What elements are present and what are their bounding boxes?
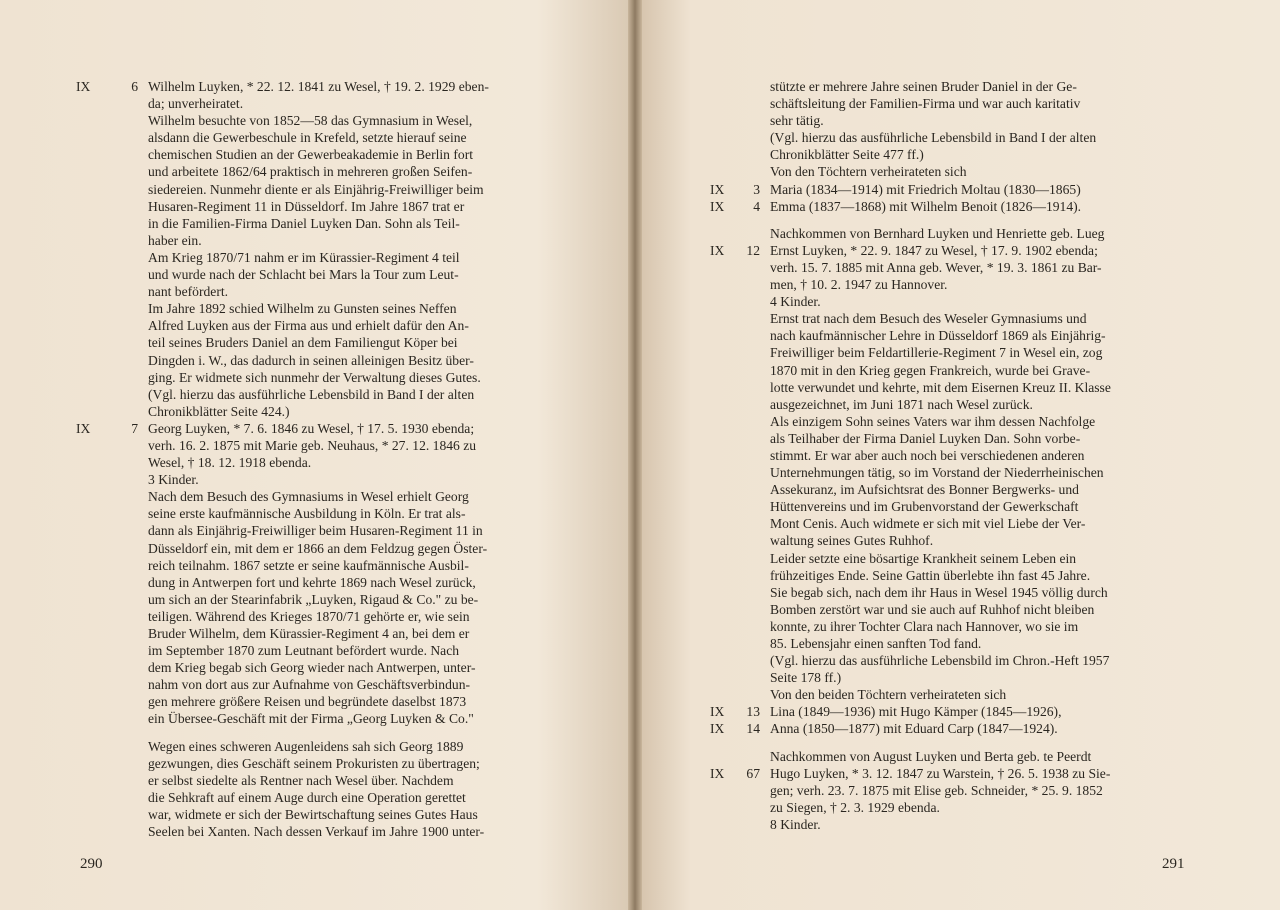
text-line: Freiwilliger beim Feldartillerie-Regiment 7 in Wesel ein, zog bbox=[770, 345, 1103, 361]
right-page-text bbox=[710, 78, 1190, 833]
text-line: dann als Einjährig-Freiwilliger beim Husaren-Regiment 11 in bbox=[148, 523, 483, 539]
text-line: Mont Cenis. Auch widmete er sich mit viel Liebe der Ver- bbox=[770, 516, 1086, 532]
generation-label: IX bbox=[710, 242, 725, 258]
text-line: teil seines Bruders Daniel an dem Familiengut Köper bei bbox=[148, 335, 458, 351]
text-line: ein Übersee-Geschäft mit der Firma „Georg Luyken & Co." bbox=[148, 711, 474, 727]
entry-number: 14 bbox=[746, 721, 760, 737]
text-line: Leider setzte eine bösartige Krankheit seinem Leben ein bbox=[770, 550, 1077, 566]
text-line: nant befördert. bbox=[148, 284, 229, 300]
text-line: gen; verh. 23. 7. 1875 mit Elise geb. Schneider, * 25. 9. 1852 bbox=[770, 782, 1103, 798]
text-line: 1870 mit in den Krieg gegen Frankreich, wurde bei Grave- bbox=[770, 362, 1091, 378]
text-line: Nach dem Besuch des Gymnasiums in Wesel erhielt Georg bbox=[148, 489, 469, 505]
text-line: er selbst siedelte als Rentner nach Wesel über. Nachdem bbox=[148, 772, 454, 788]
text-line: nahm von dort aus zur Aufnahme von Geschäftsverbindun- bbox=[148, 677, 471, 693]
text-line: waltung seines Gutes Ruhhof. bbox=[770, 533, 934, 549]
text-line: (Vgl. hierzu das ausführliche Lebensbild in Band I der alten bbox=[770, 130, 1097, 146]
text-line: (Vgl. hierzu das ausführliche Lebensbild im Chron.-Heft 1957 bbox=[770, 653, 1110, 669]
generation-label: IX bbox=[710, 721, 725, 737]
text-line: (Vgl. hierzu das ausführliche Lebensbild in Band I der alten bbox=[148, 386, 475, 402]
text-line: schäftsleitung der Familien-Firma und war auch karitativ bbox=[770, 96, 1081, 112]
text-line: siedereien. Nunmehr diente er als Einjährig-Freiwilliger beim bbox=[148, 181, 484, 197]
text-line: stützte er mehrere Jahre seinen Bruder Daniel in der Ge- bbox=[770, 79, 1077, 94]
genealogy-entry bbox=[76, 420, 558, 437]
text-line: Chronikblätter Seite 424.) bbox=[148, 403, 290, 419]
text-line: chemischen Studien an der Gewerbeakademie in Berlin fort bbox=[148, 147, 473, 163]
text-line: haber ein. bbox=[148, 232, 202, 248]
entry-text: Maria (1834—1914) mit Friedrich Moltau (1830—1865) bbox=[770, 181, 1081, 197]
text-line: verh. 16. 2. 1875 mit Marie geb. Neuhaus, * 27. 12. 1846 zu bbox=[148, 437, 477, 453]
text-line: die Sehkraft auf einem Auge durch eine Operation gerettet bbox=[148, 789, 466, 805]
entry-first-line: Wilhelm Luyken, * 22. 12. 1841 zu Wesel, † 19. 2. 1929 eben- bbox=[148, 79, 489, 94]
text-line: Am Krieg 1870/71 nahm er im Kürassier-Regiment 4 teil bbox=[148, 249, 460, 265]
text-line: Husaren-Regiment 11 in Düsseldorf. Im Jahre 1867 trat er bbox=[148, 198, 465, 214]
text-line: 8 Kinder. bbox=[770, 816, 821, 832]
text-line: Wegen eines schweren Augenleidens sah sich Georg 1889 bbox=[148, 738, 464, 754]
text-line: zu Siegen, † 2. 3. 1929 ebenda. bbox=[770, 799, 940, 815]
entry-text: Anna (1850—1877) mit Eduard Carp (1847—1924). bbox=[770, 721, 1058, 737]
text-line: Von den Töchtern verheirateten sich bbox=[770, 164, 967, 180]
entry-text: Emma (1837—1868) mit Wilhelm Benoit (1826—1914). bbox=[770, 198, 1082, 214]
text-line: um sich an der Stearinfabrik „Luyken, Rigaud & Co." zu be- bbox=[148, 591, 479, 607]
text-line: Im Jahre 1892 schied Wilhelm zu Gunsten seines Neffen bbox=[148, 301, 457, 317]
text-line: ausgezeichnet, im Juni 1871 nach Wesel zurück. bbox=[770, 396, 1033, 412]
daughter-entry bbox=[710, 181, 1190, 198]
text-line: men, † 10. 2. 1947 zu Hannover. bbox=[770, 277, 948, 293]
text-line: Bomben zerstört war und sie auch auf Ruhhof nicht bleiben bbox=[770, 601, 1095, 617]
text-line: verh. 15. 7. 1885 mit Anna geb. Wever, * 19. 3. 1861 zu Bar- bbox=[770, 259, 1102, 275]
paragraph-gap bbox=[76, 728, 558, 738]
text-line: Seite 178 ff.) bbox=[770, 670, 842, 686]
generation-label: IX bbox=[710, 181, 725, 197]
entry-text: Lina (1849—1936) mit Hugo Kämper (1845—1926), bbox=[770, 704, 1062, 720]
genealogy-entry bbox=[710, 765, 1190, 782]
text-line: alsdann die Gewerbeschule in Krefeld, setzte hierauf seine bbox=[148, 130, 467, 146]
entry-number: 7 bbox=[131, 420, 138, 436]
text-line: da; unverheiratet. bbox=[148, 96, 244, 112]
text-line: in die Familien-Firma Daniel Luyken Dan. Sohn als Teil- bbox=[148, 215, 460, 231]
text-line: Von den beiden Töchtern verheirateten sich bbox=[770, 687, 1007, 703]
text-line: Wesel, † 18. 12. 1918 ebenda. bbox=[148, 455, 312, 471]
text-line: 4 Kinder. bbox=[770, 294, 821, 310]
entry-number: 13 bbox=[746, 704, 760, 720]
genealogy-entry bbox=[76, 78, 558, 95]
text-line: lotte verwundet und kehrte, mit dem Eisernen Kreuz II. Klasse bbox=[770, 379, 1111, 395]
text-line: Alfred Luyken aus der Firma aus und erhielt dafür den An- bbox=[148, 318, 469, 334]
text-line: Bruder Wilhelm, dem Kürassier-Regiment 4 an, bei dem er bbox=[148, 626, 470, 641]
text-line: dung in Antwerpen fort und kehrte 1869 nach Wesel zurück, bbox=[148, 574, 476, 590]
entry-number: 3 bbox=[753, 181, 760, 197]
entry-number: 12 bbox=[746, 242, 760, 258]
text-line: 85. Lebensjahr einen sanften Tod fand. bbox=[770, 636, 982, 651]
text-line: Assekuranz, im Aufsichtsrat des Bonner Bergwerks- und bbox=[770, 482, 1079, 498]
text-line: Als einzigem Sohn seines Vaters war ihm dessen Nachfolge bbox=[770, 413, 1096, 429]
daughter-entry bbox=[710, 703, 1190, 720]
generation-label: IX bbox=[76, 420, 91, 436]
entry-first-line: Hugo Luyken, * 3. 12. 1847 zu Warstein, † 26. 5. 1938 zu Sie- bbox=[770, 765, 1111, 781]
text-line: reich teilnahm. 1867 setzte er seine kaufmännische Ausbil- bbox=[148, 557, 469, 573]
paragraph-gap bbox=[710, 215, 1190, 225]
text-line: frühzeitiges Ende. Seine Gattin überlebte ihn fast 45 Jahre. bbox=[770, 567, 1091, 583]
paragraph-gap bbox=[710, 738, 1190, 748]
text-line: Seelen bei Xanten. Nach dessen Verkauf im Jahre 1900 unter- bbox=[148, 824, 485, 840]
text-line: sehr tätig. bbox=[770, 113, 824, 129]
text-line: und wurde nach der Schlacht bei Mars la Tour zum Leut- bbox=[148, 267, 459, 283]
left-page-number: 290 bbox=[80, 856, 103, 872]
left-page-text bbox=[76, 78, 558, 840]
text-line: im September 1870 zum Leutnant befördert wurde. Nach bbox=[148, 643, 460, 659]
generation-label: IX bbox=[710, 765, 725, 781]
text-line: konnte, zu ihrer Tochter Clara nach Hannover, wo sie im bbox=[770, 618, 1079, 634]
text-line: nach kaufmännischer Lehre in Düsseldorf 1869 als Einjährig- bbox=[770, 328, 1106, 344]
text-line: stimmt. Er war aber auch noch bei verschiedenen anderen bbox=[770, 447, 1085, 463]
entry-number: 67 bbox=[746, 765, 760, 781]
text-line: ging. Er widmete sich nunmehr der Verwaltung dieses Gutes. bbox=[148, 369, 481, 385]
book-gutter bbox=[628, 0, 642, 910]
section-heading: Nachkommen von August Luyken und Berta geb. te Peerdt bbox=[770, 748, 1092, 764]
text-line: als Teilhaber der Firma Daniel Luyken Dan. Sohn vorbe- bbox=[770, 430, 1081, 446]
text-line: gen mehrere größere Reisen und begründete daselbst 1873 bbox=[148, 694, 467, 710]
text-line: dem Krieg begab sich Georg wieder nach Antwerpen, unter- bbox=[148, 660, 476, 676]
text-line: Ernst trat nach dem Besuch des Weseler Gymnasiums und bbox=[770, 311, 1087, 327]
text-line: war, widmete er sich der Bewirtschaftung seines Gutes Haus bbox=[148, 806, 478, 822]
text-line: Sie begab sich, nach dem ihr Haus in Wesel 1945 völlig durch bbox=[770, 584, 1108, 600]
text-line: Dingden i. W., das dadurch in seinen alleinigen Besitz über- bbox=[148, 352, 474, 368]
entry-number: 4 bbox=[753, 198, 760, 214]
genealogy-entry bbox=[710, 242, 1190, 259]
entry-number: 6 bbox=[131, 79, 138, 94]
text-line: Unternehmungen tätig, so im Vorstand der Niederrheinischen bbox=[770, 465, 1104, 481]
text-line: Chronikblätter Seite 477 ff.) bbox=[770, 147, 924, 163]
text-line: Hüttenvereins und im Grubenvorstand der Gewerkschaft bbox=[770, 499, 1079, 515]
right-page-number: 291 bbox=[1162, 856, 1185, 872]
entry-first-line: Georg Luyken, * 7. 6. 1846 zu Wesel, † 17. 5. 1930 ebenda; bbox=[148, 420, 475, 436]
text-line: teiligen. Während des Krieges 1870/71 gehörte er, wie sein bbox=[148, 608, 470, 624]
entry-first-line: Ernst Luyken, * 22. 9. 1847 zu Wesel, † 17. 9. 1902 ebenda; bbox=[770, 242, 1098, 258]
generation-label: IX bbox=[710, 704, 725, 720]
generation-label: IX bbox=[710, 198, 725, 214]
text-line: und arbeitete 1862/64 praktisch in mehreren großen Seifen- bbox=[148, 164, 473, 180]
daughter-entry bbox=[710, 198, 1190, 215]
generation-label: IX bbox=[76, 79, 91, 94]
text-line: Wilhelm besuchte von 1852—58 das Gymnasium in Wesel, bbox=[148, 113, 473, 129]
text-line: gezwungen, dies Geschäft seinem Prokuristen zu übertragen; bbox=[148, 755, 480, 771]
daughter-entry bbox=[710, 720, 1190, 737]
text-line: Düsseldorf ein, mit dem er 1866 an dem Feldzug gegen Öster- bbox=[148, 540, 488, 556]
text-line: seine erste kaufmännische Ausbildung in Köln. Er trat als- bbox=[148, 506, 466, 522]
section-heading: Nachkommen von Bernhard Luyken und Henriette geb. Lueg bbox=[770, 225, 1105, 241]
text-line: 3 Kinder. bbox=[148, 472, 199, 488]
